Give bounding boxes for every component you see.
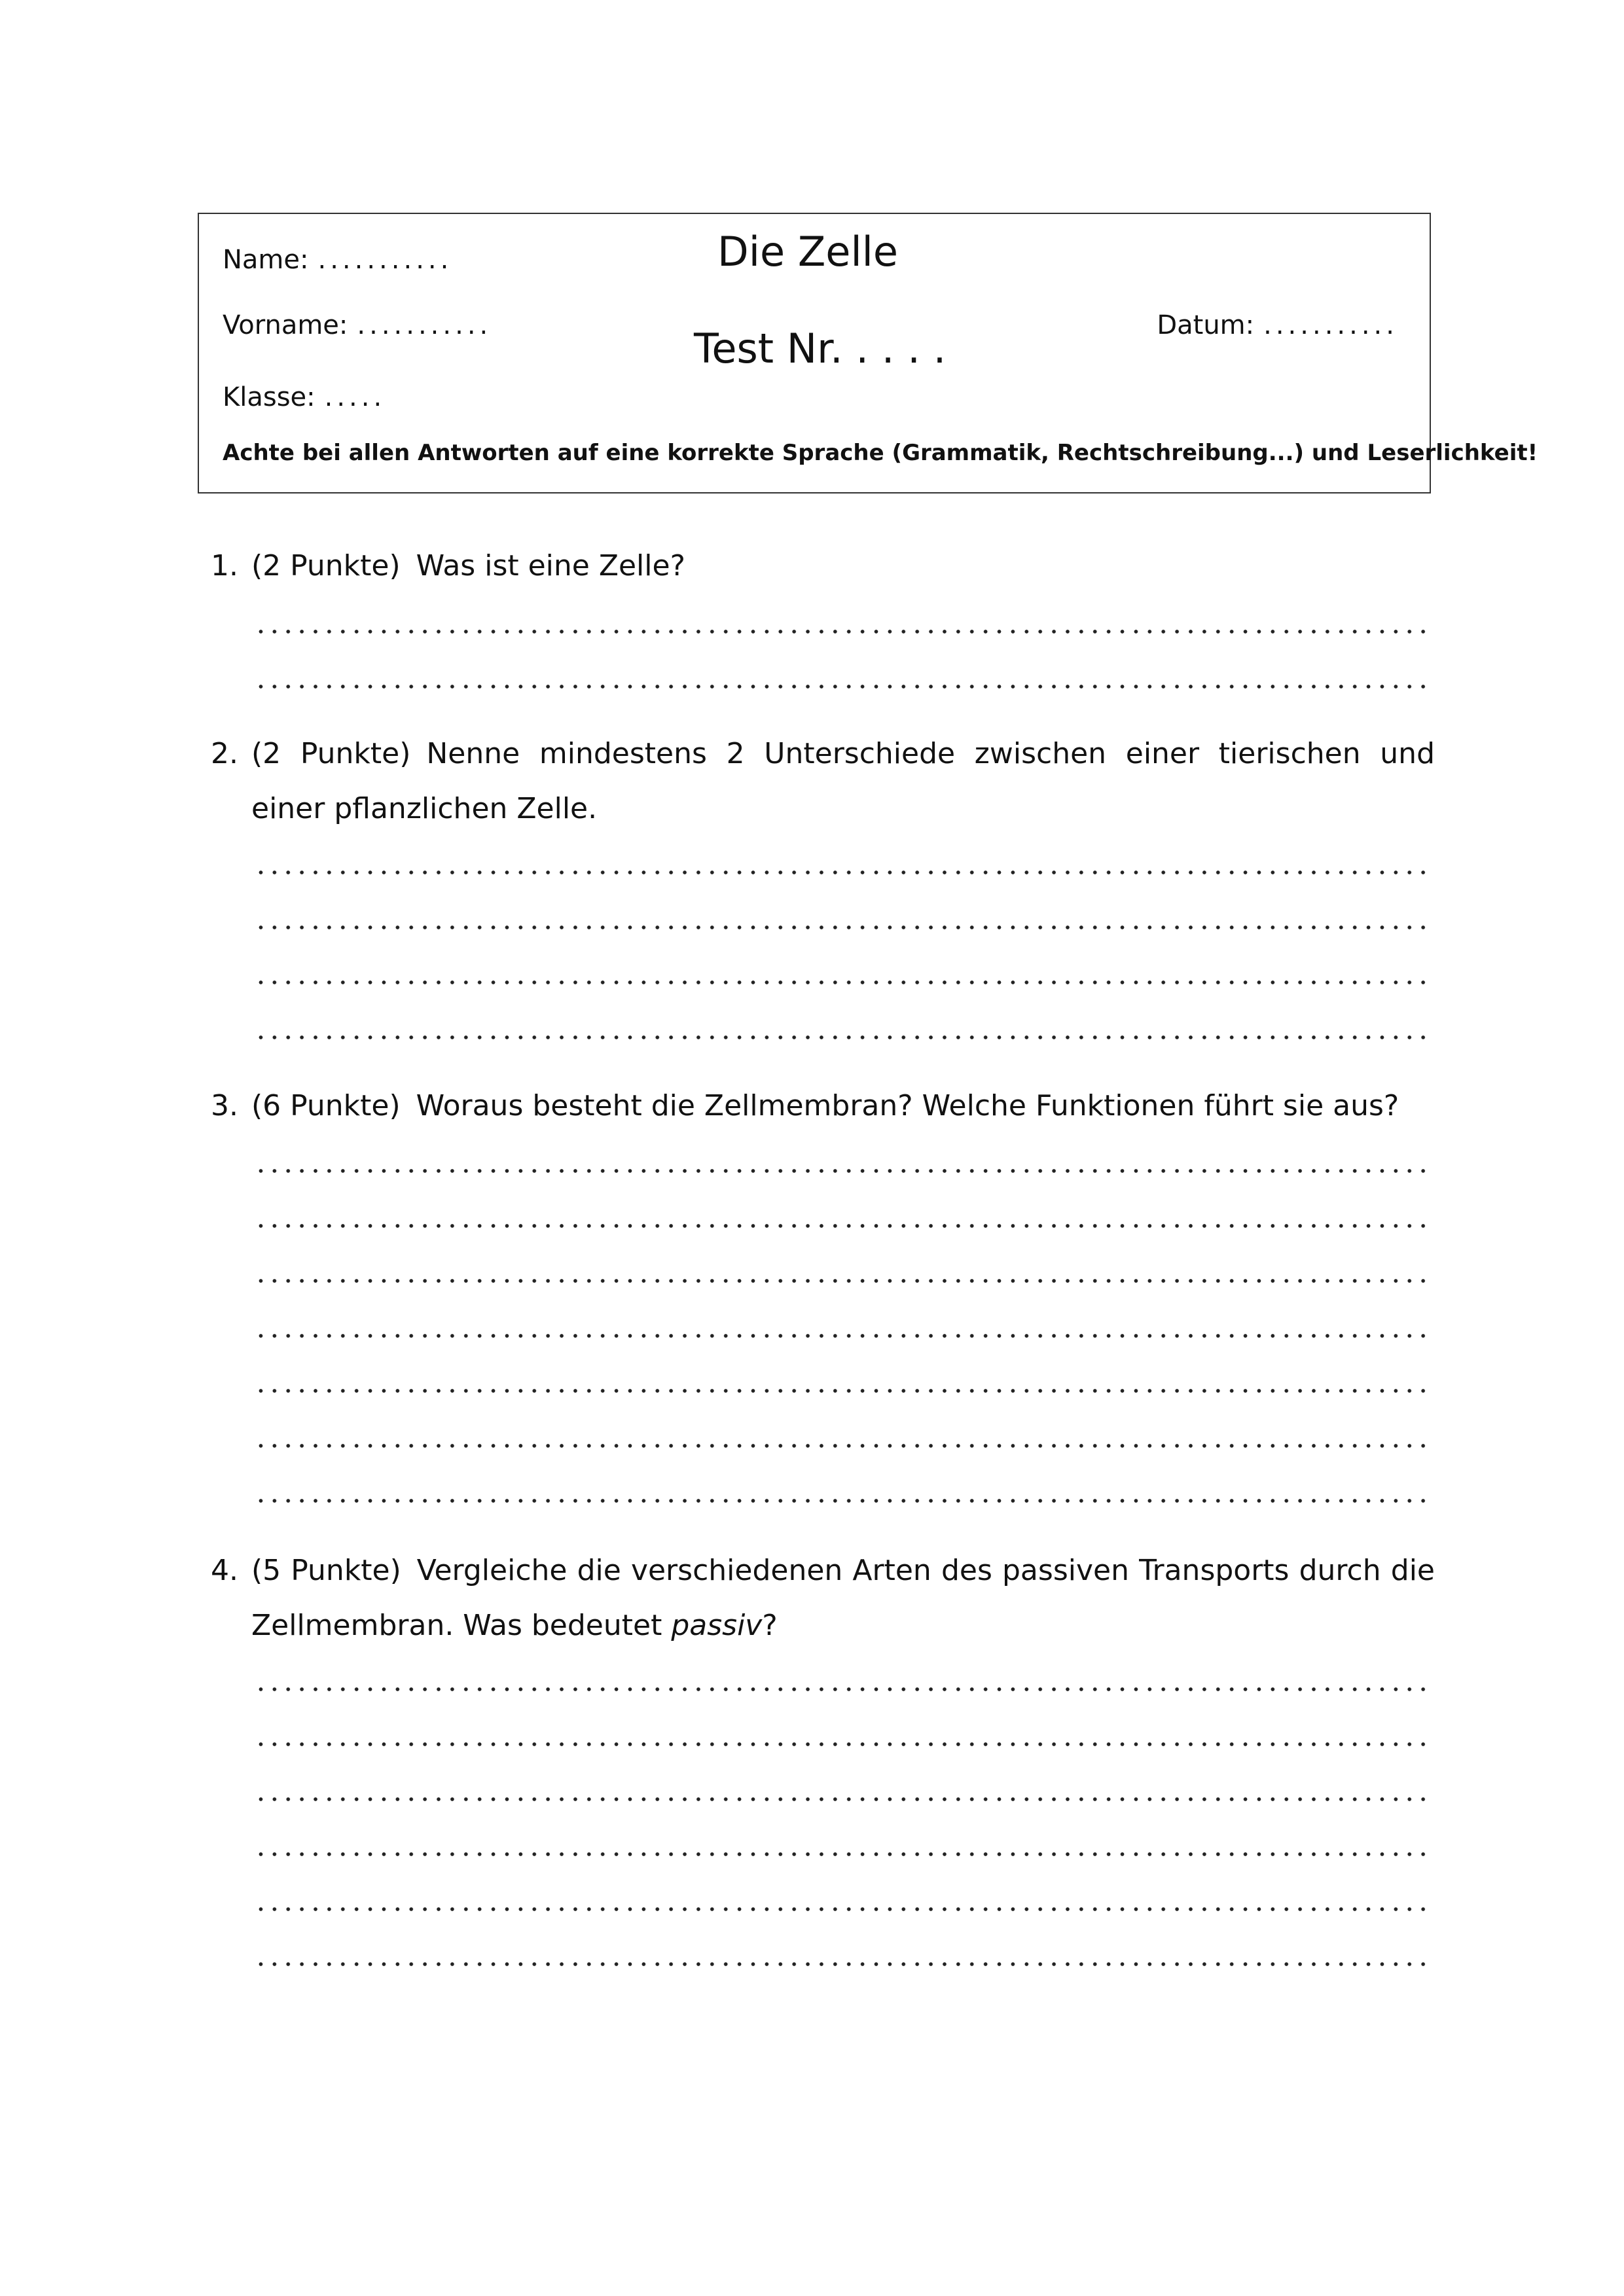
klasse-field[interactable] [223, 382, 386, 413]
question-points: (5 Punkte) [251, 1554, 401, 1587]
answer-line[interactable] [254, 1499, 1430, 1503]
question-number: 3. [211, 1089, 238, 1122]
question-prompt: Woraus besteht die Zellmembran? Welche Funktionen führt sie aus? [416, 1089, 1399, 1122]
question-prompt: Vergleiche die verschiedenen Arten des passiven Transports durch die Zellmembran. Was bedeutet [251, 1554, 1435, 1642]
datum-dots: ........... [1263, 310, 1398, 340]
question-4 [211, 1543, 1435, 1653]
klasse-label: Klasse: [223, 382, 316, 412]
answer-line[interactable] [254, 870, 1430, 874]
answer-line[interactable] [254, 630, 1430, 634]
question-prompt-end: ? [762, 1609, 778, 1642]
header-box [198, 213, 1538, 493]
question-text [251, 1079, 1435, 1134]
answer-line[interactable] [254, 1035, 1430, 1039]
name-dots: ........... [317, 245, 453, 275]
question-points: (2 Punkte) [251, 737, 411, 770]
page-title: Die Zelle [717, 228, 899, 276]
answer-line[interactable] [254, 1224, 1430, 1228]
question-3 [211, 1079, 1435, 1134]
datum-field[interactable] [1157, 310, 1398, 341]
question-points: (2 Punkte) [251, 549, 401, 583]
answer-line[interactable] [254, 1962, 1430, 1966]
emphasized-word: passiv [671, 1609, 763, 1642]
question-prompt: Nenne mindestens 2 Unterschiede zwischen einer tierischen und einer pflanzlichen Zelle. [251, 737, 1435, 825]
answer-line[interactable] [254, 1279, 1430, 1283]
answer-line[interactable] [254, 1907, 1430, 1911]
answer-line[interactable] [254, 1169, 1430, 1173]
answer-line[interactable] [254, 685, 1430, 689]
question-text [251, 726, 1435, 836]
instruction-note: Achte bei allen Antworten auf eine korrekte Sprache (Grammatik, Rechtschreibung...) und Leserlichkeit! [223, 440, 1538, 466]
question-text [251, 539, 1435, 594]
answer-line[interactable] [254, 925, 1430, 929]
question-points: (6 Punkte) [251, 1089, 401, 1122]
name-label: Name: [223, 245, 309, 275]
name-field[interactable] [223, 244, 452, 276]
datum-label: Datum: [1157, 310, 1255, 340]
answer-line[interactable] [254, 1334, 1430, 1338]
question-2 [211, 726, 1435, 836]
question-prompt: Was ist eine Zelle? [416, 549, 685, 583]
question-1 [211, 539, 1435, 594]
answer-line[interactable] [254, 980, 1430, 984]
vorname-dots: ........... [357, 310, 492, 340]
question-number: 1. [211, 549, 238, 583]
test-number: Test Nr. . . . . [694, 325, 947, 372]
question-number: 4. [211, 1554, 238, 1587]
answer-line[interactable] [254, 1742, 1430, 1746]
answer-line[interactable] [254, 1797, 1430, 1801]
answer-line[interactable] [254, 1389, 1430, 1393]
question-number: 2. [211, 737, 238, 770]
answer-line[interactable] [254, 1687, 1430, 1691]
answer-line[interactable] [254, 1852, 1430, 1856]
vorname-field[interactable] [223, 310, 492, 341]
answer-line[interactable] [254, 1444, 1430, 1448]
vorname-label: Vorname: [223, 310, 348, 340]
question-text [251, 1543, 1435, 1653]
klasse-dots: ..... [324, 382, 386, 412]
